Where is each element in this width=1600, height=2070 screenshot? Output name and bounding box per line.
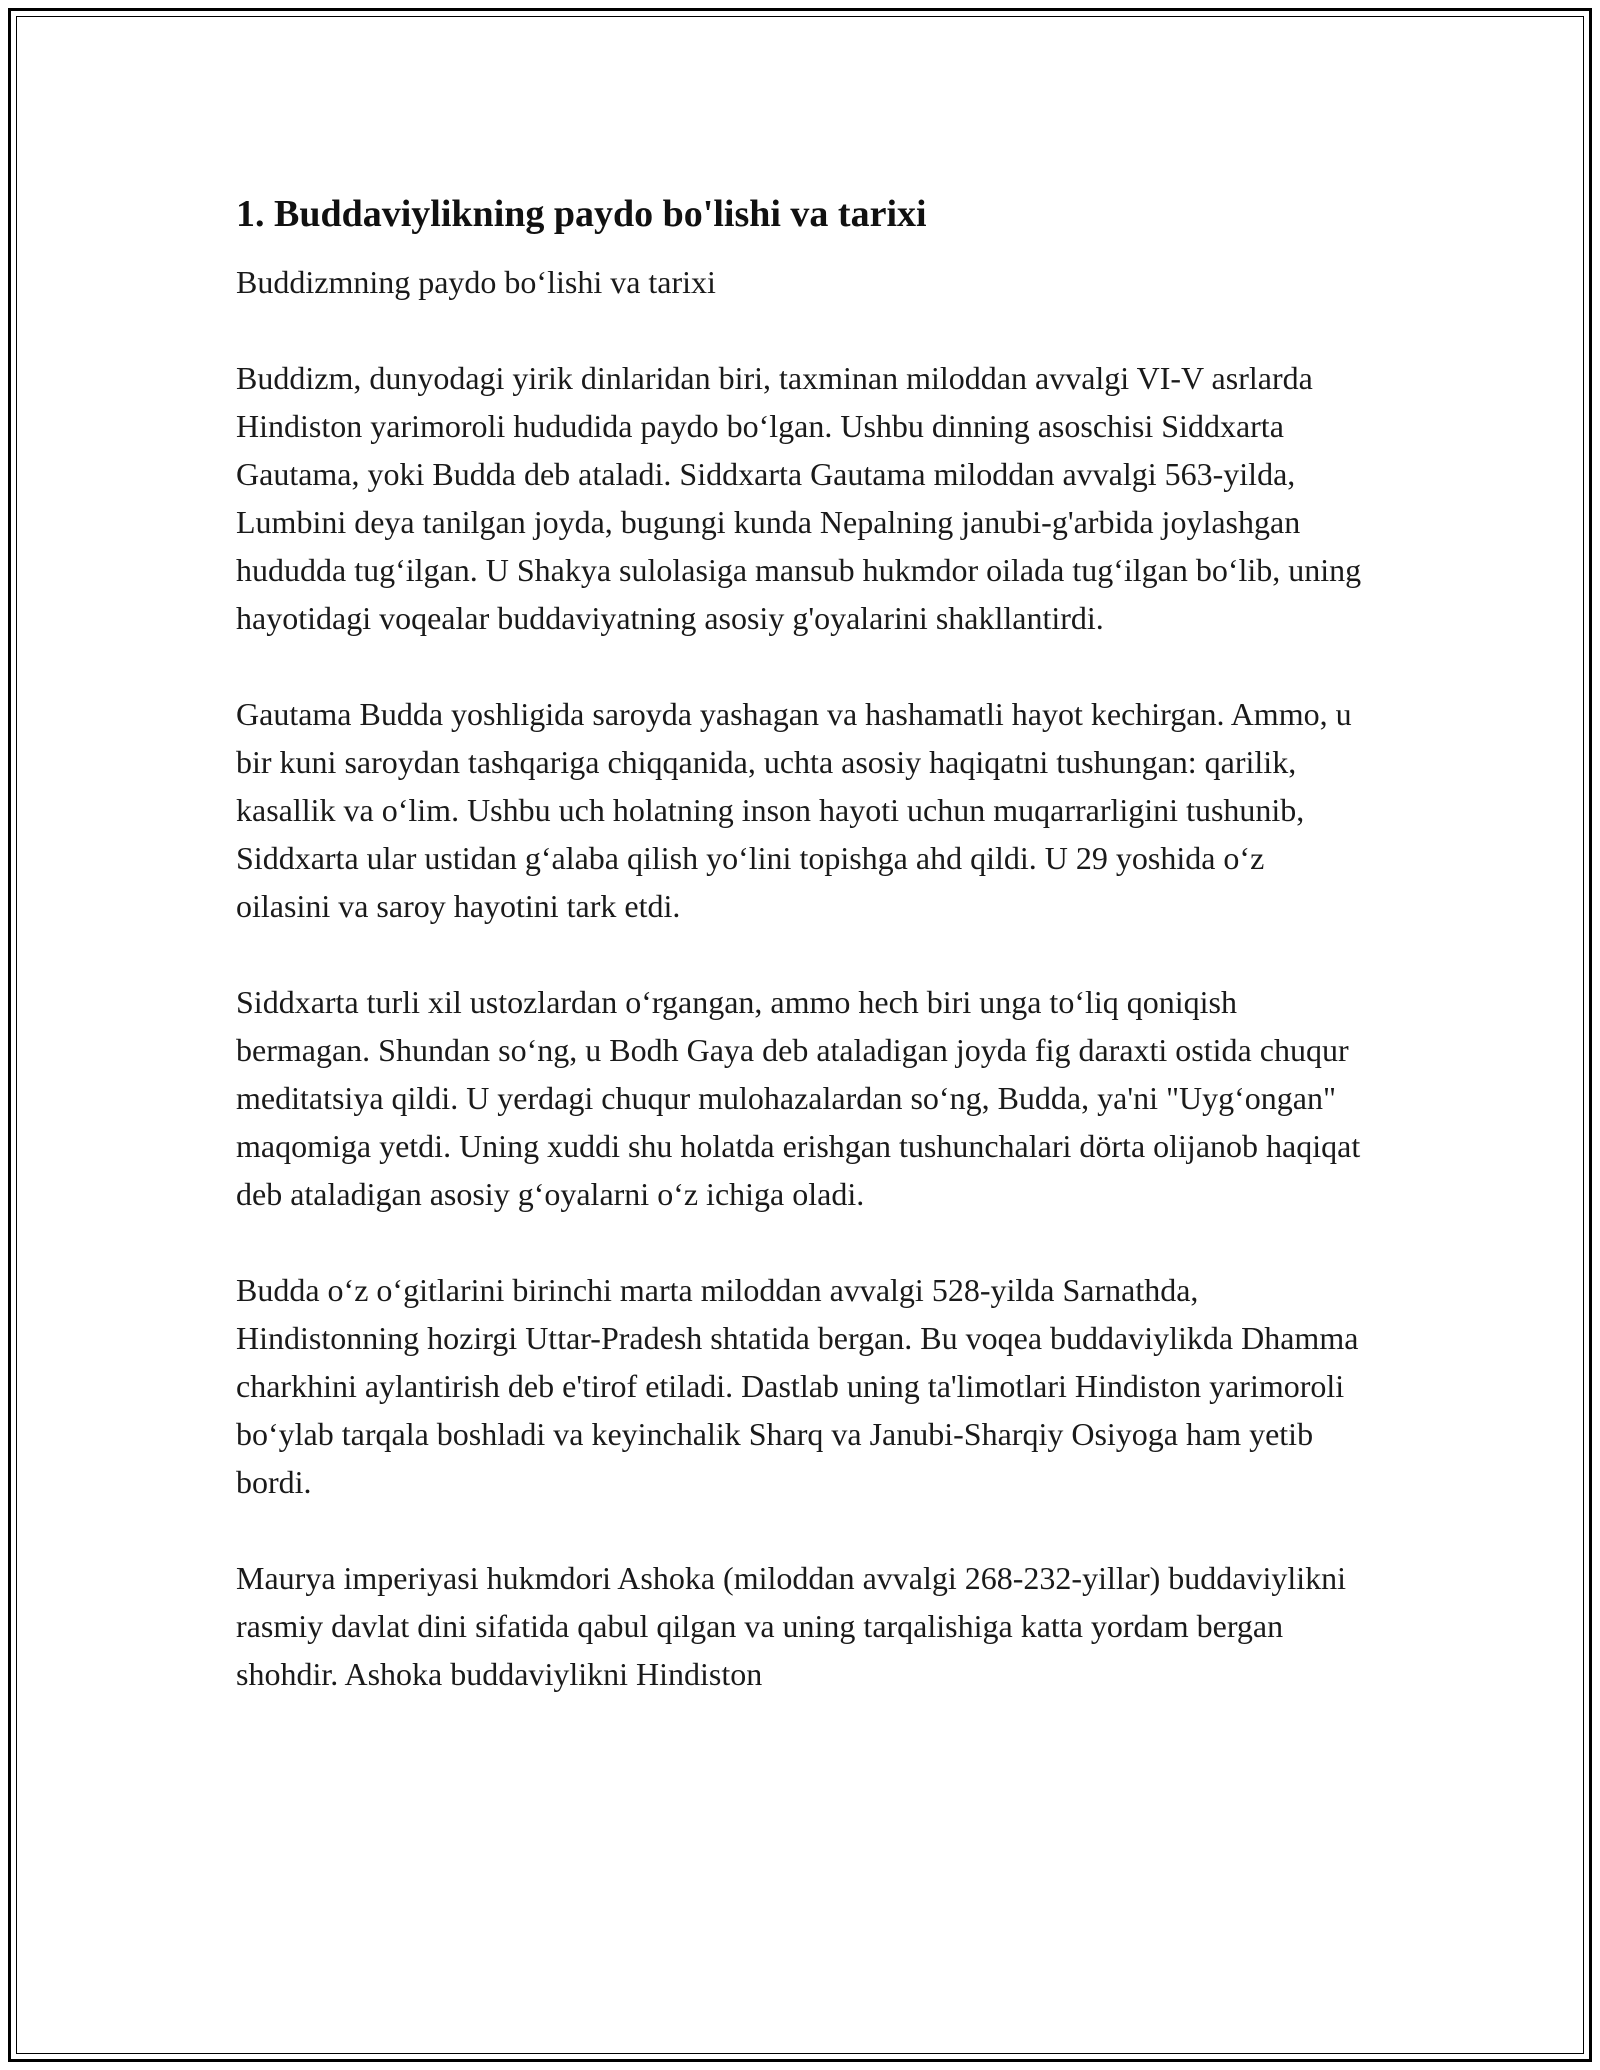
document-body xyxy=(236,190,1366,1746)
paragraph-3: Siddxarta turli xil ustozlardan oʻrgangan, ammo hech biri unga toʻliq qoniqish bermagan. Shundan soʻng, u Bodh Gaya deb ataladigan joyda fig daraxti ostida chuqur meditatsiya qildi. U yerdagi chuqur mulohazalardan soʻng, Budda, ya'ni "Uygʻongan" maqomiga yetdi. Uning xuddi shu holatda erishgan tushunchalari dörta olijanob haqiqat deb ataladigan asosiy gʻoyalarni oʻz ichiga oladi. xyxy=(236,984,1361,1212)
paragraph-1: Buddizm, dunyodagi yirik dinlaridan biri, taxminan miloddan avvalgi VI-V asrlarda Hindiston yarimoroli hududida paydo boʻlgan. Ushbu dinning asoschisi Siddxarta Gautama, yoki Budda deb ataladi. Siddxarta Gautama miloddan avvalgi 563-yilda, Lumbini deya tanilgan joyda, bugungi kunda Nepalning janubi-g'arbida joylashgan hududda tugʻilgan. U Shakya sulolasiga mansub hukmdor oilada tugʻilgan boʻlib, uning hayotidagi voqealar buddaviyatning asosiy g'oyalarini shakllantirdi. xyxy=(236,360,1362,636)
paragraph-4: Budda oʻz oʻgitlarini birinchi marta miloddan avvalgi 528-yilda Sarnathda, Hindistonning hozirgi Uttar-Pradesh shtatida bergan. Bu voqea buddaviylikda Dhamma charkhini aylantirish deb e'tirof etiladi. Dastlab uning ta'limotlari Hindiston yarimoroli boʻylab tarqala boshladi va keyinchalik Sharq va Janubi-Sharqiy Osiyoga ham yetib bordi. xyxy=(236,1272,1359,1500)
document-heading: 1. Buddaviylikning paydo bo'lishi va tarixi xyxy=(236,193,927,235)
document-subtitle: Buddizmning paydo boʻlishi va tarixi xyxy=(236,264,716,300)
paragraph-2: Gautama Budda yoshligida saroyda yashagan va hashamatli hayot kechirgan. Ammo, u bir kuni saroydan tashqariga chiqqanida, uchta asosiy haqiqatni tushungan: qarilik, kasallik va oʻlim. Ushbu uch holatning inson hayoti uchun muqarrarligini tushunib, Siddxarta ular ustidan gʻalaba qilish yoʻlini topishga ahd qildi. U 29 yoshida oʻz oilasini va saroy hayotini tark etdi. xyxy=(236,696,1352,924)
paragraph-5: Maurya imperiyasi hukmdori Ashoka (miloddan avvalgi 268-232-yillar) buddaviylikni rasmiy davlat dini sifatida qabul qilgan va uning tarqalishiga katta yordam bergan shohdir. Ashoka buddaviylikni Hindiston xyxy=(236,1560,1347,1692)
